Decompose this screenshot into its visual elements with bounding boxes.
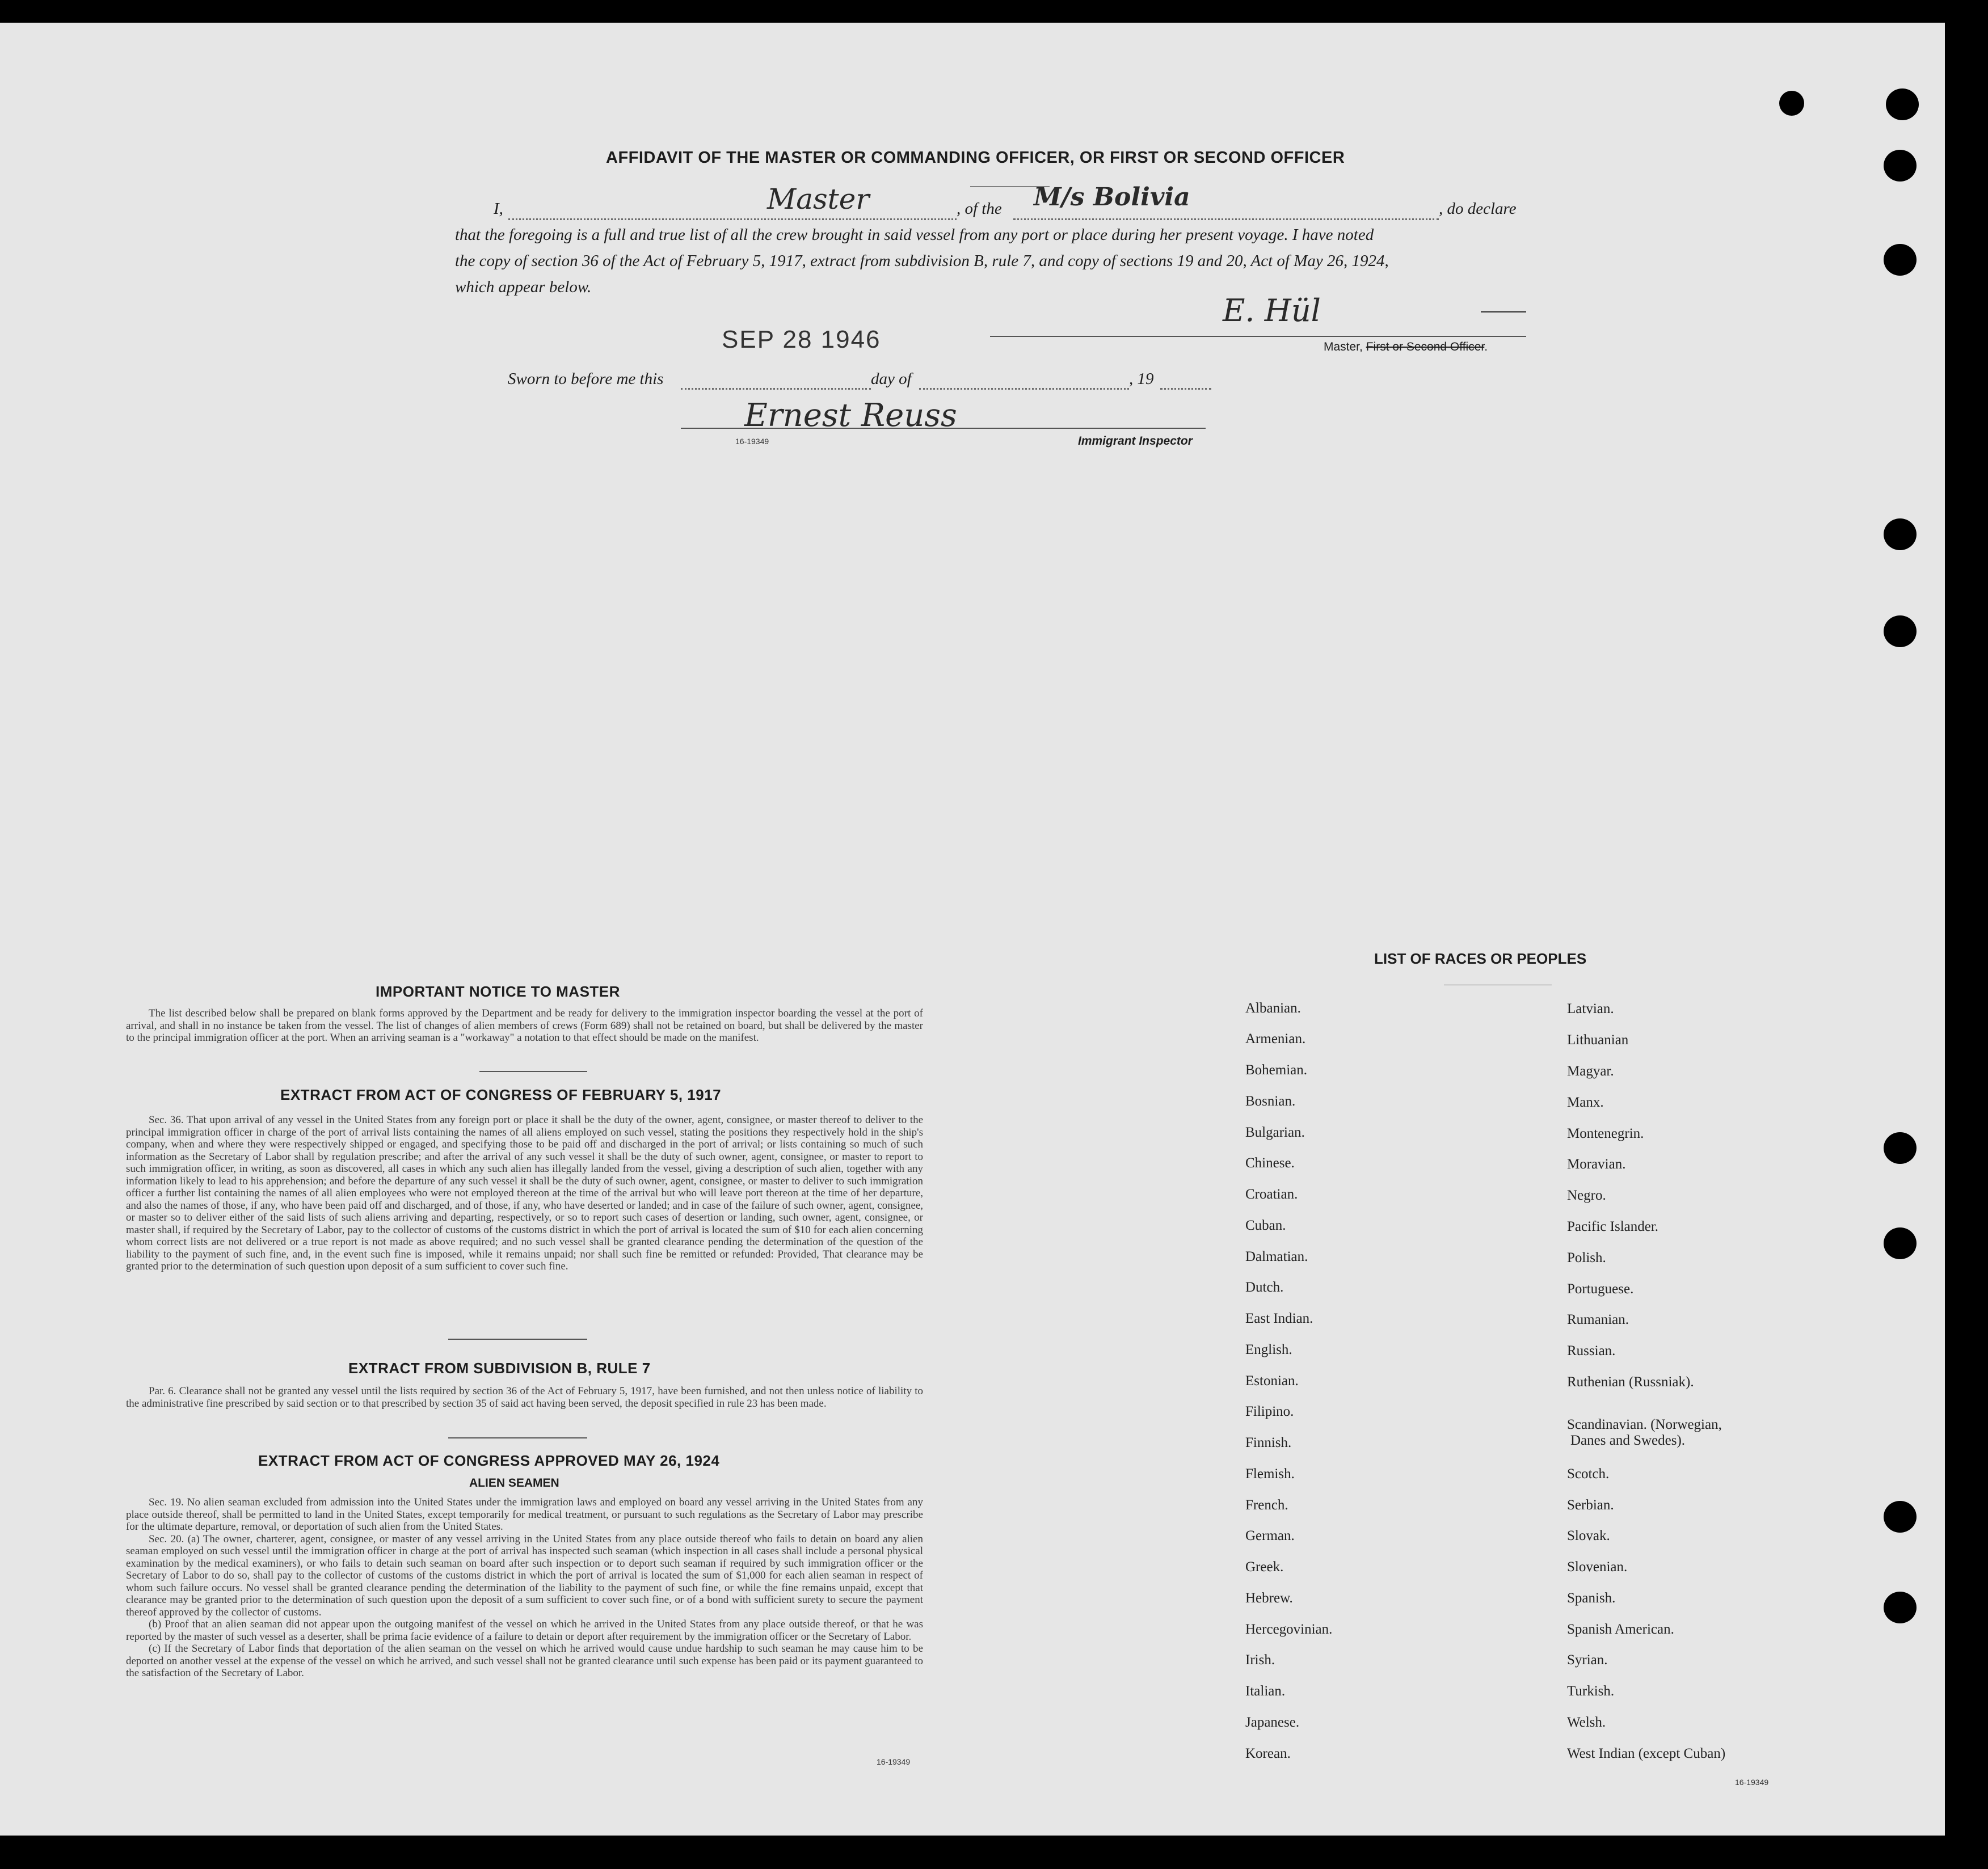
master-handwriting: Master: [767, 183, 870, 216]
race-item: Greek.: [1245, 1559, 1284, 1575]
vessel-name-handwriting: M/s Bolivia: [1034, 183, 1190, 212]
race-item: Moravian.: [1567, 1157, 1626, 1172]
race-item: Finnish.: [1245, 1435, 1292, 1450]
master-caption-prefix: Master,: [1324, 340, 1366, 353]
form-number: 16-19349: [1735, 1778, 1769, 1787]
race-item: Flemish.: [1245, 1466, 1295, 1482]
race-item: English.: [1245, 1342, 1292, 1357]
affidavit-line-4: which appear below.: [455, 278, 592, 296]
race-item: Hebrew.: [1245, 1590, 1293, 1606]
race-item: Chinese.: [1245, 1155, 1295, 1171]
race-item: Manx.: [1567, 1095, 1604, 1110]
form-number: 16-19349: [735, 437, 769, 446]
race-item: Magyar.: [1567, 1064, 1614, 1079]
sec-20c-paragraph: (c) If the Secretary of Labor finds that deportation of the alien seaman on the vessel on which he arrived would cause undue hardship to such seaman he may cause him to be deported on another vessel at the expense of the vessel on which he arrived, and such vessel shall not be granted clearance until such expense has been paid or its payment guaranteed to the satisfaction of the Secretary of Labor.: [126, 1643, 923, 1679]
punch-hole: [1884, 1132, 1917, 1164]
affidavit-title: AFFIDAVIT OF THE MASTER OR COMMANDING OFFICER, OR FIRST OR SECOND OFFICER: [606, 149, 1345, 167]
race-item: Portuguese.: [1567, 1281, 1634, 1297]
alien-seamen-subtitle: ALIEN SEAMEN: [469, 1476, 559, 1490]
subdivision-b-body: [126, 1385, 923, 1410]
sec-20a-paragraph: Sec. 20. (a) The owner, charterer, agent, consignee, or master of any vessel arriving in the United States from any place outside thereof who fails to detain on board any alien seaman employed on such vessel until the immigration officer in charge at the port of arrival has inspected such seaman (which inspection in all cases shall include a personal physical examination by the medical examiners), or who fails to detain such seaman on board after such inspection or to deport such seaman if required by such immigration officer or the Secretary of Labor to do so, shall pay to the collector of customs of the customs district in which the port of arrival is located the sum of $1,000 for each alien seaman in respect of whom such failure occurs. No vessel shall be granted clearance pending the determination of the liability to the payment of such fine, or while the fine remains unpaid, except that clearance may be granted prior to the determination of such question upon the deposit of a sum sufficient to cover such fine, or of a bond with sufficient surety to secure the payment thereof approved by the collector of customs.: [126, 1533, 923, 1618]
section-divider: [479, 1071, 587, 1072]
race-item: Bohemian.: [1245, 1062, 1308, 1078]
race-item: Dutch.: [1245, 1280, 1284, 1295]
inspector-signature: Ernest Reuss: [744, 397, 957, 434]
sec-20b-paragraph: (b) Proof that an alien seaman did not appear upon the outgoing manifest of the vessel on which he arrived in the United States from any place outside thereof, or that he was reported by the master of such vessel as a deserter, shall be prima facie evidence of a failure to detain or deport after requirement by the immigration officer or the Secretary of Labor.: [126, 1618, 923, 1643]
race-item: Irish.: [1245, 1652, 1275, 1668]
race-item: Slovenian.: [1567, 1559, 1628, 1575]
punch-hole: [1886, 88, 1919, 120]
extract-1917-title: EXTRACT FROM ACT OF CONGRESS OF FEBRUARY 5, 1917: [280, 1086, 722, 1103]
race-item: Filipino.: [1245, 1404, 1294, 1419]
race-item: Armenian.: [1245, 1031, 1306, 1047]
race-item: West Indian (except Cuban): [1567, 1746, 1726, 1761]
signature-line: [990, 336, 1526, 337]
race-item: Rumanian.: [1567, 1312, 1629, 1327]
race-item: Japanese.: [1245, 1715, 1300, 1730]
extract-1924-title: EXTRACT FROM ACT OF CONGRESS APPROVED MAY 26, 1924: [258, 1452, 720, 1469]
race-item: German.: [1245, 1528, 1295, 1543]
race-item: Spanish American.: [1567, 1622, 1674, 1637]
sec-36-paragraph: Sec. 36. That upon arrival of any vessel in the United States from any foreign port or place it shall be the duty of the owner, agent, consignee, or master thereof to deliver to the principal immigration officer in charge of the port of arrival lists containing the names of all aliens employed on such vessel, stating the positions they respectively hold in the ship's company, when and where they were respectively shipped or engaged, and specifying those to be paid off and discharged in the port of arrival; or lists containing so much of such information as the Secretary of Labor shall by regulation prescribe; and after the arrival of any such vessel it shall be the duty of such owner, agent, consignee, or master to report to such immigration officer, in writing, as soon as discovered, all cases in which any such alien has illegally landed from the vessel, giving a description of such alien, together with any information likely to lead to his apprehension; and before the departure of any such vessel it shall be the duty of such owner, agent, consignee, or master to deliver to such immigration officer a further list containing the names of all alien employees who were not employed thereon at the time of the arrival but who will leave port thereon at the time of her departure, and also the names of those, if any, who have been paid off and discharged, and of those, if any, who have deserted or landed; and in case of the failure of such owner, agent, consignee, or master so to deliver either of the said lists of such aliens arriving and departing, respectively, or so to report such cases of desertion or landing, such owner, agent, consignee, or master shall, if required by the Secretary of Labor, pay to the collector of customs of the customs district in which the port of arrival is located the sum of $10 for each alien concerning whom correct lists are not delivered or a true report is not made as above required; and no such vessel shall be granted clearance pending the determination of the question of the liability to the payment of such fine, and, in the event such fine is imposed, while it remains unpaid; nor shall such fine be remitted or refunded: Provided, That clearance may be granted prior to the determination of such question upon deposit of a sum sufficient to cover such fine.: [126, 1114, 923, 1272]
affidavit-line-2: that the foregoing is a full and true list of all the crew brought in said vessel from any port or place during her present voyage. I have noted: [455, 226, 1374, 244]
par-6-paragraph: Par. 6. Clearance shall not be granted any vessel until the lists required by section 36 of the Act of February 5, 1917, have been furnished, and not then unless notice of liability to the administrative fine prescribed by said section or to that prescribed by section 35 of said act having been served, the deposit specified in rule 23 has been made.: [126, 1385, 923, 1410]
affidavit-i-label: I,: [494, 200, 503, 218]
name-blank-line: [508, 218, 957, 220]
master-caption-suffix: .: [1484, 340, 1488, 353]
race-item: Negro.: [1567, 1188, 1606, 1203]
race-item: Croatian.: [1245, 1187, 1298, 1202]
notice-paragraph: The list described below shall be prepared on blank forms approved by the Department and be ready for delivery to the immigration inspector boarding the vessel at the port of arrival, and shall in no instance be taken from the vessel. The list of changes of alien members of crews (Form 689) shall not be retained on board, but shall be delivered by the master to the principal immigration officer at the port. When an arriving seaman is a "workaway" a notation to that effect should be made on the manifest.: [126, 1007, 923, 1044]
punch-hole: [1884, 244, 1917, 276]
day-of-label: day of: [871, 370, 912, 388]
year-blank-line: [1160, 388, 1211, 390]
subdivision-b-title: EXTRACT FROM SUBDIVISION B, RULE 7: [348, 1360, 651, 1377]
race-item-continuation: Danes and Swedes).: [1570, 1433, 1686, 1448]
year-label: , 19: [1129, 370, 1154, 388]
race-item: Latvian.: [1567, 1001, 1614, 1016]
punch-hole: [1779, 91, 1804, 116]
race-item: Turkish.: [1567, 1684, 1615, 1699]
notice-title: IMPORTANT NOTICE TO MASTER: [376, 983, 620, 1000]
race-item: Serbian.: [1567, 1497, 1614, 1513]
race-item: Italian.: [1245, 1684, 1286, 1699]
day-blank-line: [681, 388, 871, 390]
inspector-signature-line: [681, 428, 1206, 429]
races-title: LIST OF RACES OR PEOPLES: [1374, 950, 1587, 967]
race-item: Spanish.: [1567, 1590, 1616, 1606]
race-item: Polish.: [1567, 1250, 1606, 1265]
of-the-label: , of the: [957, 200, 1002, 218]
sec-19-paragraph: Sec. 19. No alien seaman excluded from admission into the United States under the immigration laws and employed on board any vessel arriving in the United States from any place outside thereof, shall be permitted to land in the United States, except temporarily for medical treatment, or pursuant to such regulations as the Secretary of Labor may prescribe for the ultimate departure, removal, or deportation of such alien from the United States.: [126, 1496, 923, 1533]
race-item: Hercegovinian.: [1245, 1622, 1333, 1637]
punch-hole: [1884, 1501, 1917, 1533]
form-number: 16-19349: [877, 1757, 911, 1766]
race-item: Korean.: [1245, 1746, 1291, 1761]
punch-hole: [1884, 1227, 1917, 1259]
master-signature: E. Hül: [1223, 293, 1321, 328]
race-item: French.: [1245, 1497, 1288, 1513]
race-item: Welsh.: [1567, 1715, 1606, 1730]
sworn-label: Sworn to before me this: [508, 370, 664, 388]
struck-officer-text: First or Second Officer: [1366, 340, 1485, 353]
race-item: Russian.: [1567, 1343, 1616, 1358]
master-caption: [1324, 340, 1488, 354]
date-stamp: SEP 28 1946: [722, 326, 881, 353]
race-item: Estonian.: [1245, 1373, 1299, 1389]
punch-hole: [1884, 615, 1917, 647]
race-item: Scotch.: [1567, 1466, 1610, 1482]
inspector-caption: Immigrant Inspector: [1078, 434, 1193, 448]
extract-1917-body: [126, 1114, 923, 1273]
race-item: Bosnian.: [1245, 1094, 1296, 1109]
race-item: Montenegrin.: [1567, 1126, 1644, 1141]
punch-hole: [1884, 150, 1917, 182]
race-item: Scandinavian. (Norwegian,: [1567, 1417, 1722, 1432]
race-item: Ruthenian (Russniak).: [1567, 1374, 1694, 1390]
race-item: Slovak.: [1567, 1528, 1610, 1543]
race-item: Bulgarian.: [1245, 1125, 1305, 1140]
affidavit-line-3: the copy of section 36 of the Act of February 5, 1917, extract from subdivision B, rule 7, and copy of sections 19 and 20, Act of May 26, 1924,: [455, 252, 1389, 270]
race-item: Albanian.: [1245, 1001, 1301, 1016]
race-item: Cuban.: [1245, 1218, 1286, 1233]
race-item: East Indian.: [1245, 1311, 1313, 1326]
punch-hole: [1884, 1592, 1917, 1623]
section-divider: [448, 1339, 587, 1340]
punch-hole: [1884, 518, 1917, 550]
section-divider: [448, 1437, 587, 1438]
extract-1924-body: [126, 1496, 923, 1680]
vessel-blank-line: [1013, 218, 1439, 220]
race-item: Lithuanian: [1567, 1032, 1629, 1048]
notice-body: [126, 1007, 923, 1044]
do-declare-label: , do declare: [1439, 200, 1517, 218]
race-item: Dalmatian.: [1245, 1249, 1308, 1264]
race-item: Pacific Islander.: [1567, 1219, 1659, 1234]
signature-flourish: [1481, 311, 1526, 313]
month-blank-line: [919, 388, 1129, 390]
race-item: Syrian.: [1567, 1652, 1608, 1668]
